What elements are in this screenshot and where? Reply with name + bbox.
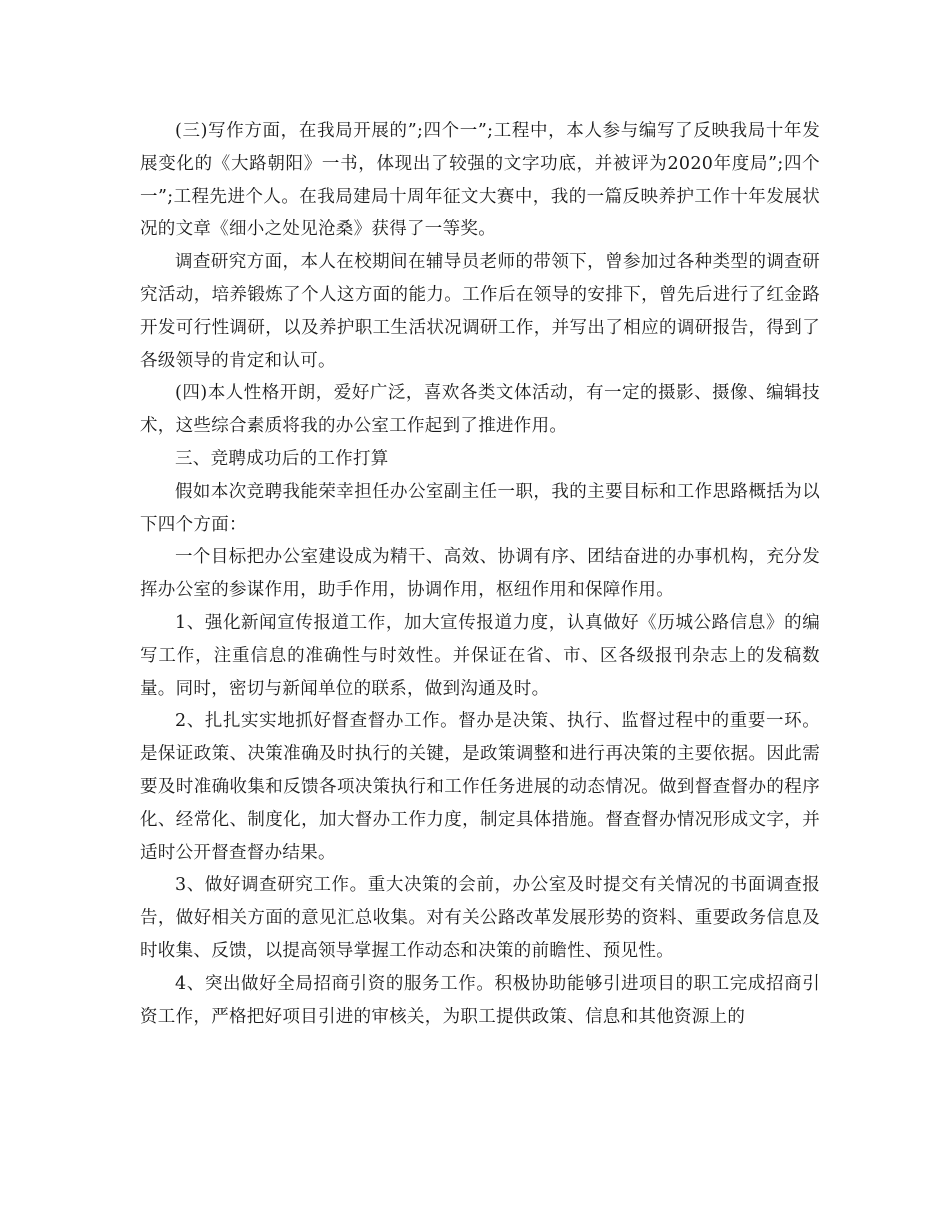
paragraph-research: 调查研究方面，本人在校期间在辅导员老师的带领下，曾参加过各种类型的调查研究活动，培养锻炼了个人这方面的能力。工作后在领导的安排下，曾先后进行了红金路开发可行性调研，以及养护职工生活状况调研工作，并写出了相应的调研报告，得到了各级领导的肯定和认可。 — [140, 252, 820, 371]
paragraph-intro: 假如本次竞聘我能荣幸担任办公室副主任一职，我的主要目标和工作思路概括为以下四个方面： — [140, 481, 820, 535]
document-page — [140, 115, 820, 1033]
paragraph-item-1: 1、强化新闻宣传报道工作，加大宣传报道力度，认真做好《历城公路信息》的编写工作，注重信息的准确性与时效性。并保证在省、市、区各级报刊杂志上的发稿数量。同时，密切与新闻单位的联系，做到沟通及时。 — [140, 612, 820, 699]
paragraph-item-4: 4、突出做好全局招商引资的服务工作。积极协助能够引进项目的职工完成招商引资工作，严格把好项目引进的审核关，为职工提供政策、信息和其他资源上的 — [140, 973, 820, 1027]
paragraph-personality: (四)本人性格开朗，爱好广泛，喜欢各类文体活动，有一定的摄影、摄像、编辑技术，这些综合素质将我的办公室工作起到了推进作用。 — [140, 383, 820, 437]
paragraph-writing: (三)写作方面，在我局开展的”;四个一”;工程中，本人参与编写了反映我局十年发展变化的《大路朝阳》一书，体现出了较强的文字功底，并被评为2020年度局”;四个一”;工程先进个人。在我局建局十周年征文大赛中，我的一篇反映养护工作十年发展状况的文章《细小之处见沧桑》获得了一等奖。 — [140, 121, 820, 240]
section-heading-plans: 三、竞聘成功后的工作打算 — [175, 448, 389, 469]
paragraph-item-2: 2、扎扎实实地抓好督查督办工作。督办是决策、执行、监督过程中的重要一环。是保证政策、决策准确及时执行的关键，是政策调整和进行再决策的主要依据。因此需要及时准确收集和反馈各项决策执行和工作任务进展的动态情况。做到督查督办的程序化、经常化、制度化，加大督办工作力度，制定具体措施。督查督办情况形成文字，并适时公开督查督办结果。 — [140, 711, 820, 863]
paragraph-goal: 一个目标把办公室建设成为精干、高效、协调有序、团结奋进的办事机构，充分发挥办公室的参谋作用，助手作用，协调作用，枢纽作用和保障作用。 — [140, 547, 820, 601]
paragraph-item-3: 3、做好调查研究工作。重大决策的会前，办公室及时提交有关情况的书面调查报告，做好相关方面的意见汇总收集。对有关公路改革发展形势的资料、重要政务信息及时收集、反馈，以提高领导掌握工作动态和决策的前瞻性、预见性。 — [140, 875, 820, 961]
